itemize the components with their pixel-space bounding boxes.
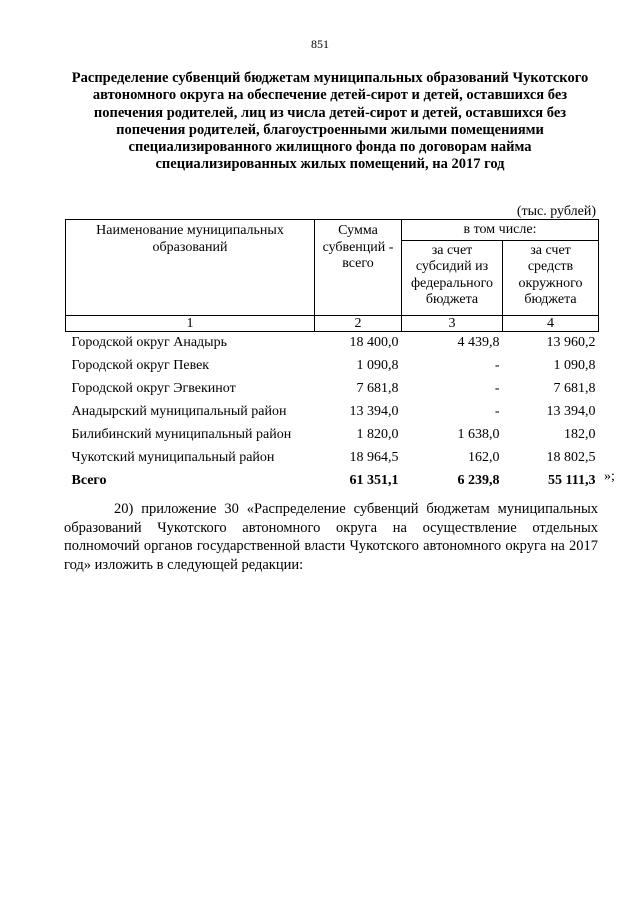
- column-number: 3: [402, 315, 503, 331]
- page-number: 851: [311, 37, 329, 51]
- district-value: 182,0: [564, 427, 596, 442]
- column-number: 1: [66, 315, 315, 331]
- total-value: 13 394,0: [349, 404, 399, 419]
- table-row: [66, 331, 599, 355]
- district-value: 1 090,8: [553, 358, 596, 373]
- header-district: за счет средств окружного бюджета: [503, 240, 599, 315]
- municipality-name: Чукотский муниципальный район: [71, 450, 275, 465]
- district-value: 18 802,5: [546, 450, 596, 465]
- table-row: [66, 424, 599, 447]
- district-value: 13 394,0: [546, 404, 596, 419]
- municipality-name: Анадырский муниципальный район: [71, 404, 287, 419]
- document-title: Распределение субвенций бюджетам муниципальных образований Чукотского автономного округа на обеспечение детей-сирот и детей, оставшихся без попечения родителей, лиц из числа детей-сирот и детей, оставшихся без попечения родителей, благоустроенными жилыми помещениями специализированного жилищного фонда по договорам найма специализированных жилых помещений, на 2017 год: [71, 70, 589, 173]
- total-value: 1 090,8: [356, 358, 399, 373]
- column-number: 4: [503, 315, 599, 331]
- table-row: [66, 355, 599, 378]
- units-label: (тыс. рублей): [516, 204, 596, 219]
- district-value: 7 681,8: [553, 381, 596, 396]
- federal-value: 6 239,8: [457, 473, 500, 488]
- municipality-name: Городской округ Анадырь: [71, 335, 227, 350]
- header-municipality: Наименование муниципальных образований: [66, 220, 315, 316]
- district-value: 55 111,3: [548, 473, 596, 488]
- table-row: [66, 401, 599, 424]
- federal-value: -: [494, 358, 500, 373]
- federal-value: 162,0: [468, 450, 500, 465]
- header-federal: за счет субсидий из федерального бюджета: [402, 240, 503, 315]
- closing-quote-mark: »;: [604, 469, 615, 484]
- header-total: Сумма субвенций - всего: [315, 220, 402, 316]
- table-row: [66, 447, 599, 470]
- column-number: 2: [315, 315, 402, 331]
- total-value: 61 351,1: [349, 473, 399, 488]
- total-row: [66, 470, 599, 493]
- federal-value: -: [494, 381, 500, 396]
- federal-value: 1 638,0: [457, 427, 500, 442]
- federal-value: -: [494, 404, 500, 419]
- municipality-name: Городской округ Певек: [71, 358, 210, 373]
- total-value: 7 681,8: [356, 381, 399, 396]
- subvention-table: [65, 219, 599, 493]
- amendment-paragraph: 20) приложение 30 «Распределение субвенций бюджетам муниципальных образований Чукотского автономного округа на осуществление отдельных полномочий органов государственной власти Чукотского автономного округа на 2017 год» изложить в следующей редакции:: [64, 501, 598, 573]
- federal-value: 4 439,8: [457, 335, 500, 350]
- total-value: 1 820,0: [356, 427, 399, 442]
- table-row: [66, 378, 599, 401]
- municipality-name: Городской округ Эгвекинот: [71, 381, 236, 396]
- header-including: в том числе:: [402, 220, 599, 241]
- total-value: 18 400,0: [349, 335, 399, 350]
- total-label: Всего: [71, 473, 107, 488]
- district-value: 13 960,2: [546, 335, 596, 350]
- municipality-name: Билибинский муниципальный район: [71, 427, 292, 442]
- total-value: 18 964,5: [349, 450, 399, 465]
